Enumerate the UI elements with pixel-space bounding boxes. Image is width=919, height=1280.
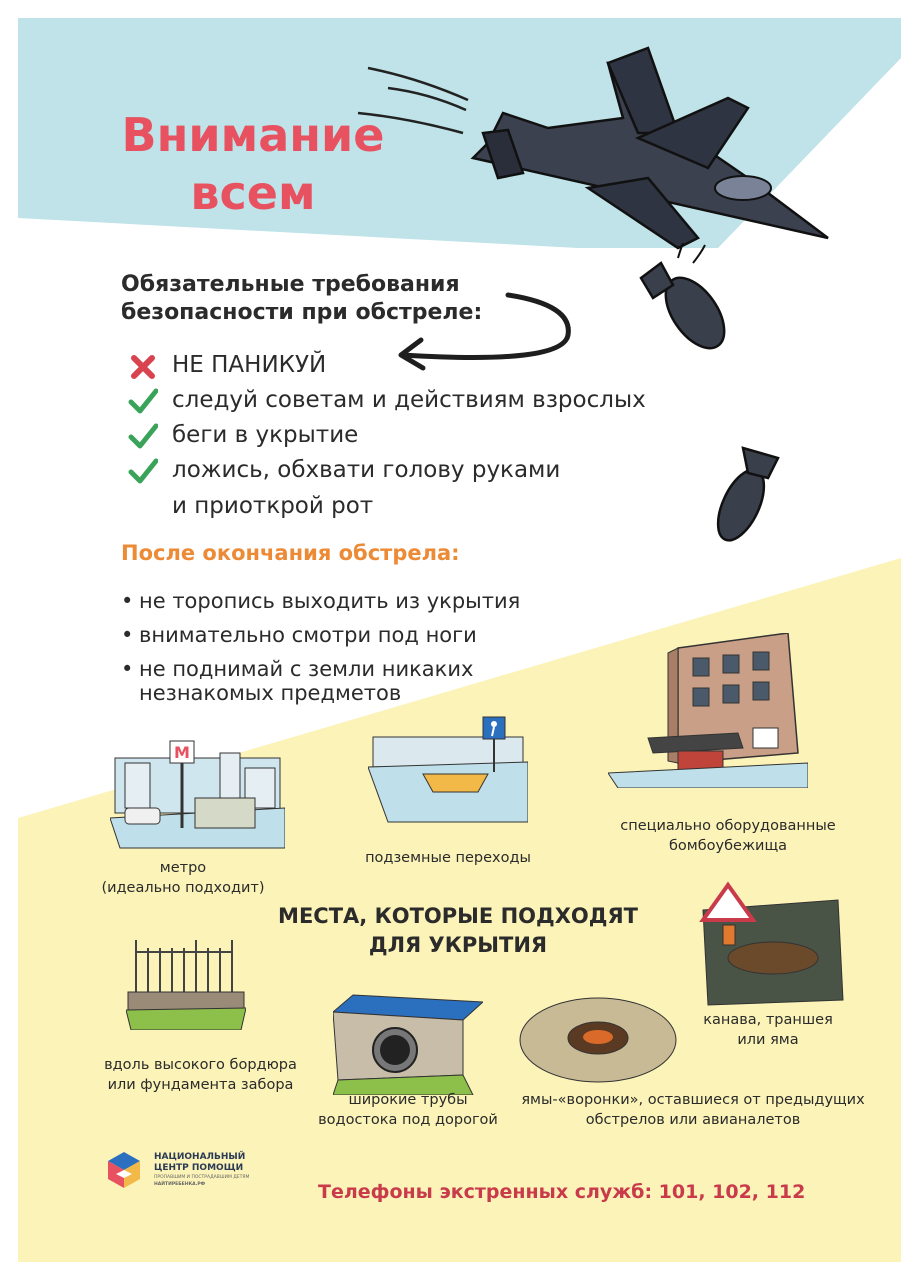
requirement-text: беги в укрытие <box>172 422 359 448</box>
after-item-continued <box>121 680 520 707</box>
logo-line1: НАЦИОНАЛЬНЫЙ <box>154 1152 246 1162</box>
after-item-text: незнакомых предметов <box>139 681 402 705</box>
requirements-title-line2: безопасности при обстреле: <box>121 300 483 325</box>
caption-shelter-line1: специально оборудованные <box>620 818 836 834</box>
after-item <box>121 584 520 618</box>
bomb-1-icon <box>633 243 743 353</box>
caption-drain-pipes <box>308 1090 508 1130</box>
requirement-item-continued <box>128 488 646 524</box>
places-title <box>248 902 668 960</box>
underpass-illustration <box>368 712 528 827</box>
requirement-text: и приоткрой рот <box>172 493 374 519</box>
poster <box>18 18 901 1262</box>
caption-craters-line2: обстрелов или авианалетов <box>585 1112 801 1128</box>
bullet-icon: • <box>121 623 134 647</box>
craters-illustration <box>518 990 678 1090</box>
after-item-text: не поднимай с земли никаких <box>139 657 474 681</box>
check-icon <box>128 422 158 452</box>
requirement-item <box>128 418 646 453</box>
caption-metro <box>78 858 288 898</box>
drain-pipes-illustration <box>333 990 483 1095</box>
motion-lines-icon <box>358 68 468 133</box>
logo-line2: ЦЕНТР ПОМОЩИ <box>154 1163 244 1173</box>
caption-fence <box>93 1055 308 1095</box>
places-title-line1: МЕСТА, КОТОРЫЕ ПОДХОДЯТ <box>278 904 638 928</box>
caption-metro-line2: (идеально подходит) <box>101 880 265 896</box>
after-item-text: внимательно смотри под ноги <box>139 623 477 647</box>
title-line1: Внимание <box>121 108 385 162</box>
caption-metro-line1: метро <box>159 860 207 876</box>
bomb-shelter-illustration <box>608 633 808 788</box>
logo-line4: НАЙТИРЕБЕНКА.РФ <box>154 1182 206 1187</box>
caption-craters-line1: ямы-«воронки», оставшиеся от предыдущих <box>521 1092 865 1108</box>
caption-pipes-line1: широкие трубы <box>348 1092 468 1108</box>
requirement-text: ложись, обхвати голову руками <box>172 457 561 483</box>
caption-ditch-line1: канава, траншея <box>703 1012 833 1028</box>
jet-cockpit <box>715 176 771 200</box>
requirements-title-line1: Обязательные требования <box>121 272 460 297</box>
title-line2: всем <box>190 166 316 220</box>
requirement-text: НЕ ПАНИКУЙ <box>172 352 327 378</box>
caption-underpass: подземные переходы <box>365 850 531 866</box>
caption-fence-line2: или фундамента забора <box>107 1077 294 1093</box>
requirement-item <box>128 383 646 418</box>
requirements-list <box>128 348 646 524</box>
bullet-icon: • <box>121 657 134 681</box>
cross-icon <box>128 352 158 382</box>
logo-text <box>154 1152 249 1188</box>
check-icon <box>128 457 158 487</box>
metro-sign-icon: М <box>174 743 190 762</box>
after-shelling-title: После окончания обстрела: <box>121 541 460 565</box>
logo <box>104 1150 284 1196</box>
requirement-text: следуй советам и действиям взрослых <box>172 387 646 413</box>
check-icon <box>128 387 158 417</box>
logo-cube-icon <box>104 1150 144 1190</box>
caption-ditch-line2: или яма <box>737 1032 799 1048</box>
ditch-illustration <box>698 880 848 1010</box>
bomb-2-icon <box>703 443 783 548</box>
requirement-item <box>128 348 646 383</box>
bullet-icon: • <box>121 589 134 613</box>
fence-illustration <box>126 930 246 1030</box>
jet-illustration <box>348 38 848 258</box>
caption-ditch <box>683 1010 853 1050</box>
places-title-line2: ДЛЯ УКРЫТИЯ <box>368 933 548 957</box>
after-item-text: не торопись выходить из укрытия <box>139 589 521 613</box>
after-item <box>121 618 520 652</box>
caption-shelter-line2: бомбоубежища <box>668 838 788 854</box>
requirement-item <box>128 453 646 488</box>
emergency-phones: Телефоны экстренных служб: 101, 102, 112 <box>318 1181 806 1203</box>
caption-craters <box>503 1090 883 1130</box>
caption-pipes-line2: водостока под дорогой <box>318 1112 498 1128</box>
metro-illustration <box>110 738 285 853</box>
after-shelling-list <box>121 584 520 707</box>
caption-bomb-shelter <box>608 816 848 856</box>
caption-fence-line1: вдоль высокого бордюра <box>104 1057 297 1073</box>
logo-line3: ПРОПАВШИМ И ПОСТРАДАВШИМ ДЕТЯМ <box>154 1175 250 1180</box>
